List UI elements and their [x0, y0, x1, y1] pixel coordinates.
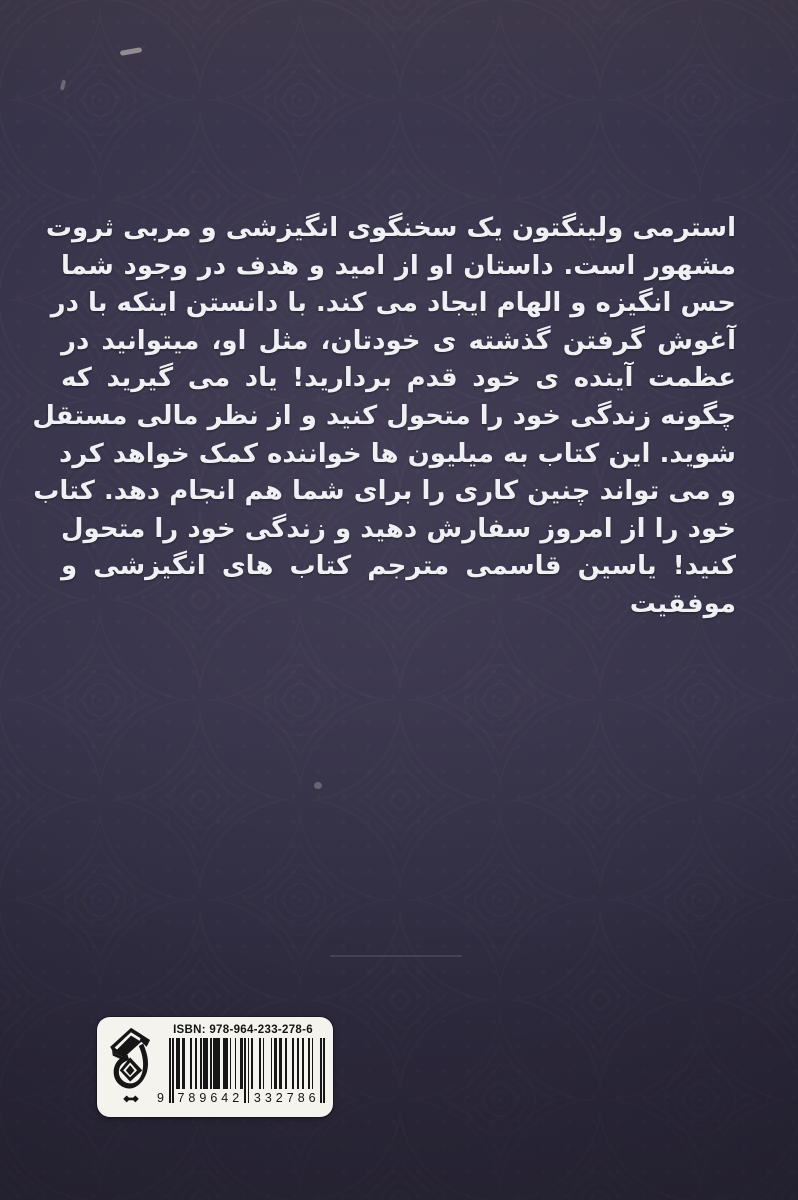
blurb-line: شوید. این کتاب به میلیون ها خواننده کمک خواهد کرد [59, 438, 736, 469]
ean13-barcode [157, 1038, 325, 1106]
blurb-line: خود را از امروز سفارش دهید و زندگی خود را متحول [61, 513, 736, 544]
publisher-logo [97, 1017, 159, 1117]
barcode-digits-left: 789642 [177, 1091, 244, 1105]
barcode-digit-first: 9 [157, 1091, 164, 1105]
blurb-line: موفقیت [629, 588, 736, 619]
scratch-mark [330, 955, 462, 957]
barcode-digits-right: 332786 [253, 1091, 320, 1105]
barcode-area [159, 1017, 333, 1117]
blurb-line: آغوش گرفتن گذشته ی خودتان، مثل او، میتوانید در [61, 325, 736, 356]
barcode-digits [157, 1091, 325, 1105]
publisher-logo-icon [105, 1023, 157, 1109]
blurb-line: کنید! یاسین قاسمی مترجم کتاب های انگیزشی و [61, 551, 736, 582]
blurb-line: حس انگیزه و الهام ایجاد می کند. با دانستن اینکه با در [50, 288, 736, 319]
back-cover-blurb [32, 210, 736, 624]
isbn-barcode-label [97, 1017, 333, 1117]
blurb-line: عظمت آینده ی خود قدم بردارید! یاد می گیرید که [61, 363, 736, 394]
dust-speck [314, 782, 322, 789]
scratch-mark [60, 80, 66, 91]
blurb-line: استرمی ولینگتون یک سخنگوی انگیزشی و مربی ثروت [45, 213, 736, 243]
isbn-number: ISBN: 978-964-233-278-6 [173, 1024, 313, 1036]
blurb-line: چگونه زندگی خود را متحول کنید و از نظر مالی مستقل [32, 400, 736, 431]
blurb-line: و می تواند چنین کاری را برای شما هم انجام دهد. کتاب [33, 476, 736, 507]
scratch-mark [120, 47, 143, 56]
blurb-line: مشهور است. داستان او از امید و هدف در وجود شما [61, 250, 736, 281]
